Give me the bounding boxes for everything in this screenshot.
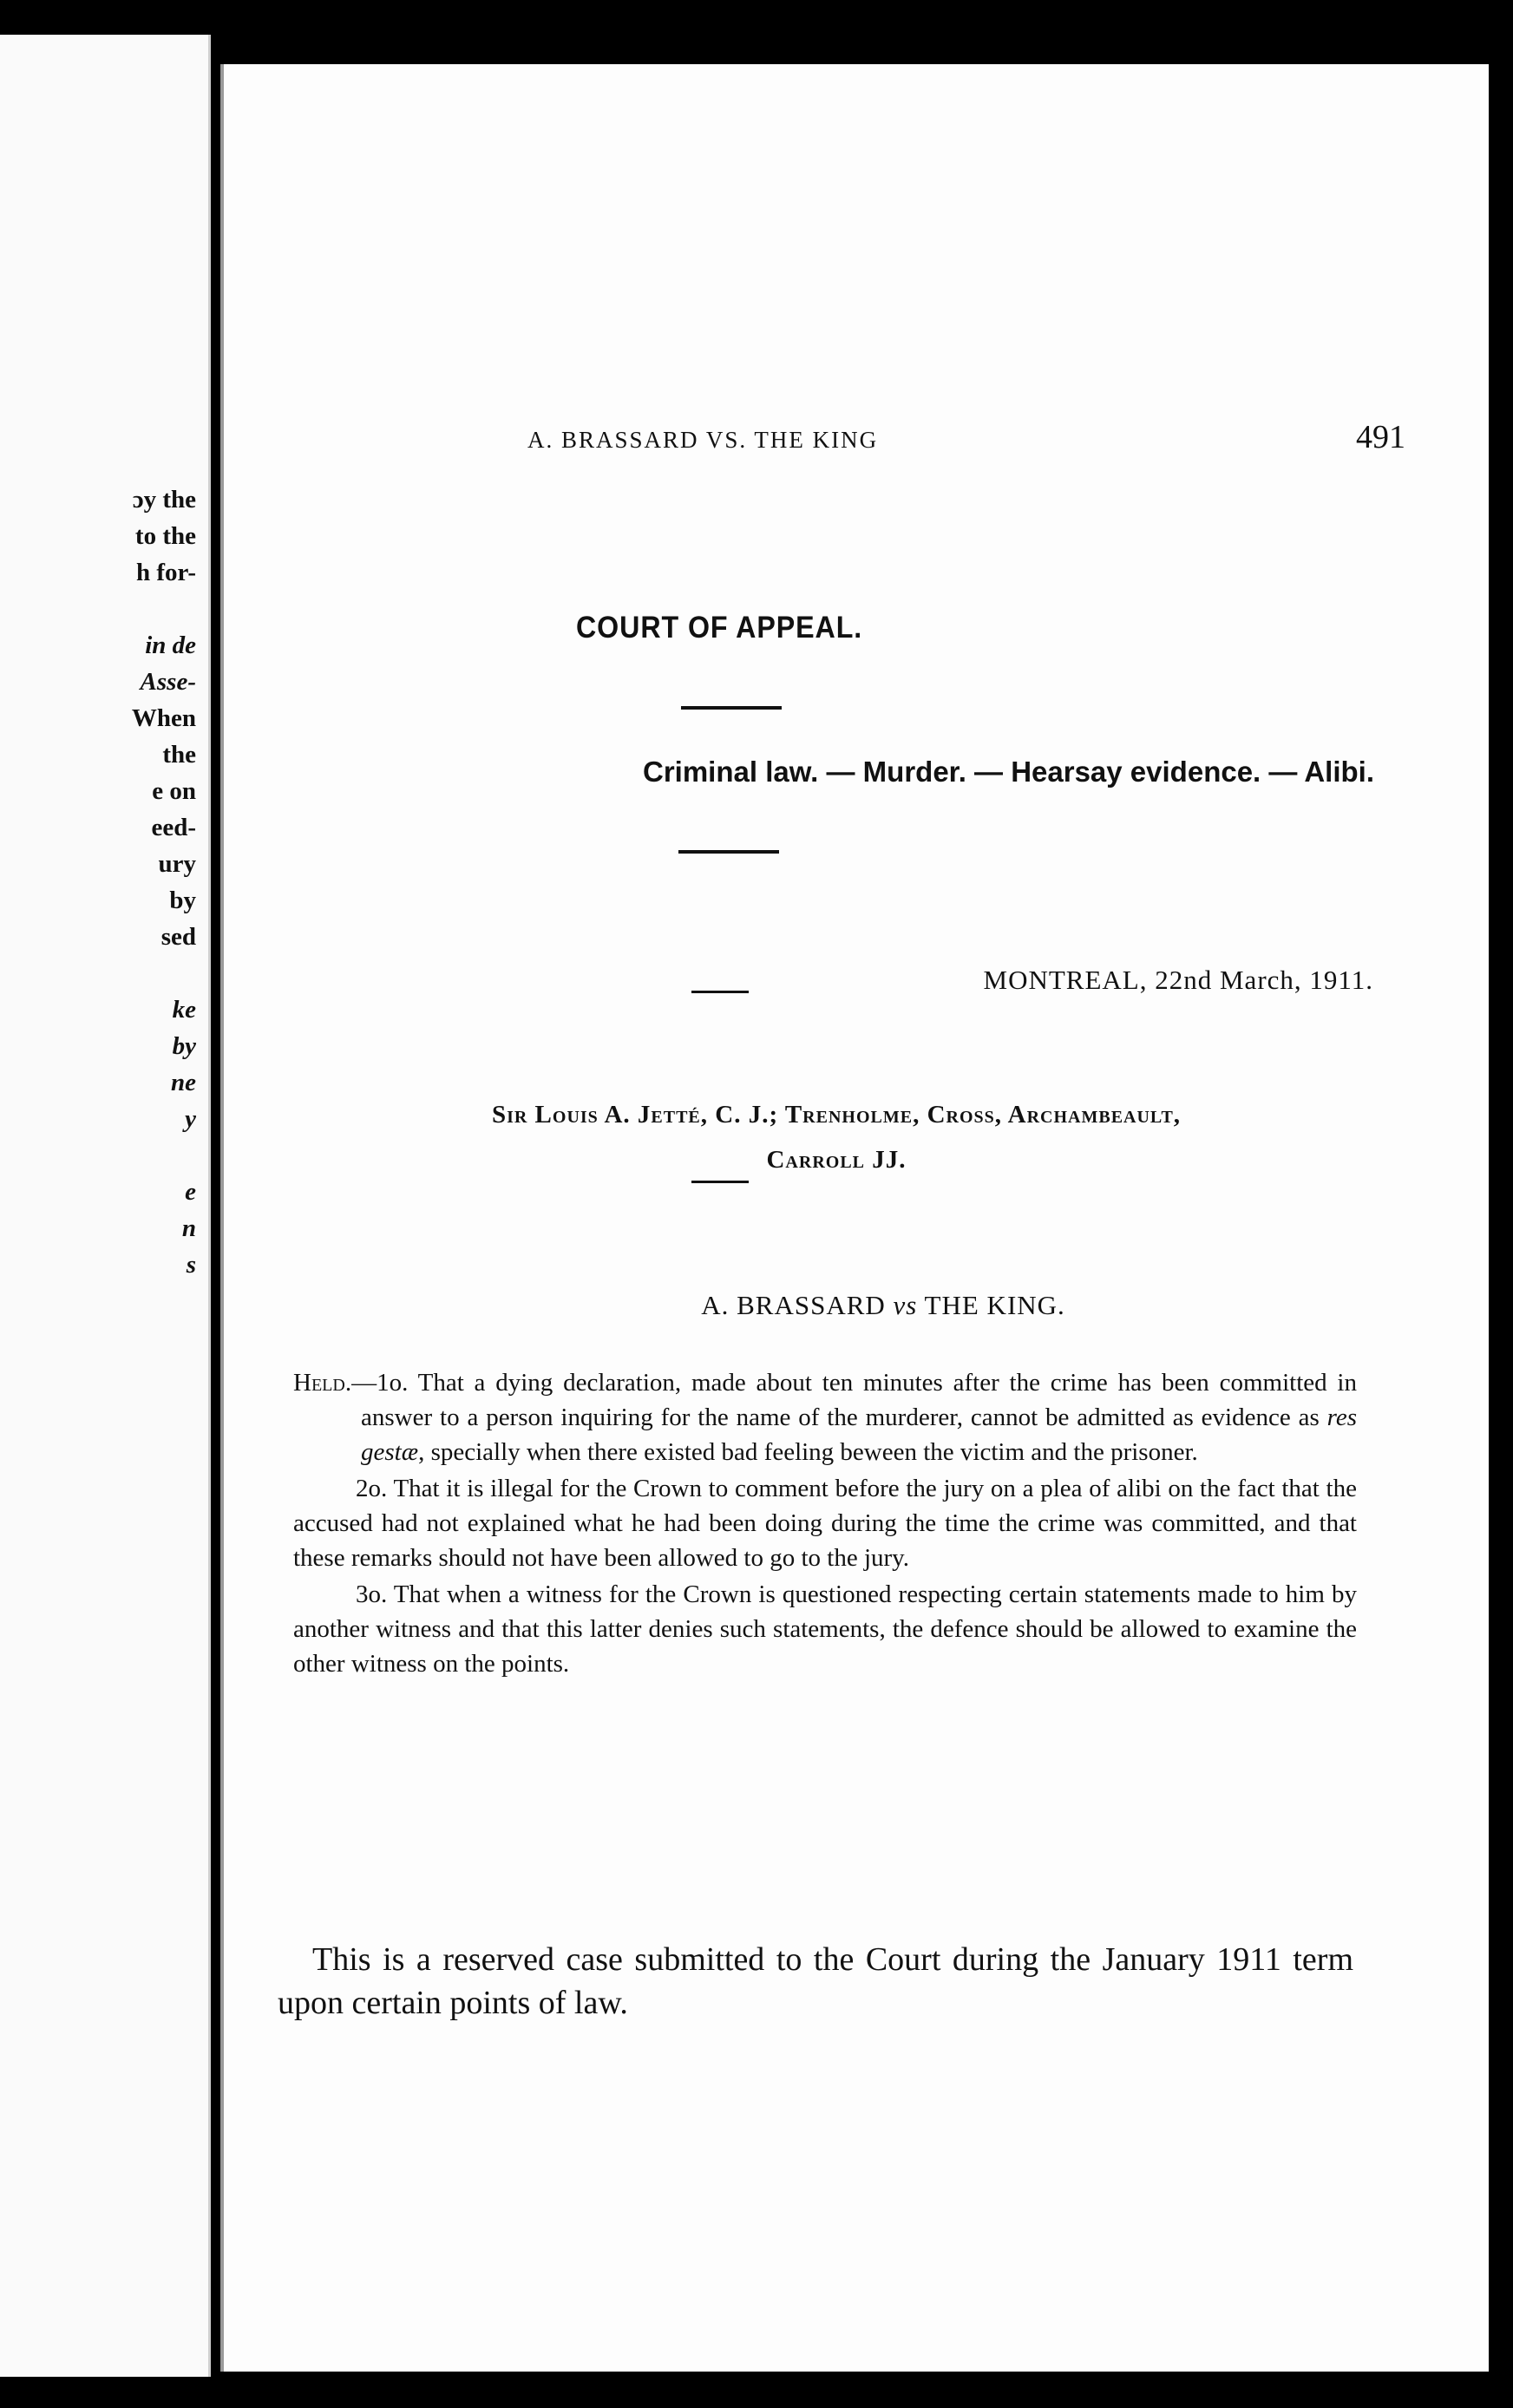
body-paragraph: This is a reserved case submitted to the Court during the January 1911 term upon certain points of law.	[278, 1941, 1353, 2021]
running-head	[527, 418, 1405, 456]
facing-page-fragment: ɔy the	[132, 486, 196, 514]
case-title	[484, 1290, 1282, 1321]
divider-rule	[691, 1181, 749, 1183]
facing-page-fragment: s	[186, 1251, 196, 1279]
facing-page-fragment: the	[162, 741, 196, 769]
book-page	[220, 64, 1489, 2372]
facing-page-fragment: When	[131, 704, 196, 732]
facing-page-fragment: sed	[160, 923, 196, 951]
held-point-1	[293, 1365, 1357, 1469]
facing-page-fragment: ke	[172, 996, 196, 1024]
divider-rule	[691, 991, 749, 993]
party-respondent: THE KING.	[924, 1290, 1065, 1320]
facing-page-fragment: by	[172, 1032, 196, 1060]
facing-page-fragment	[132, 1137, 196, 1174]
judges-line-2: Carroll JJ.	[766, 1146, 907, 1174]
facing-page-fragment: eed-	[151, 814, 196, 841]
facing-page-fragment: e on	[152, 777, 196, 805]
held-headnote	[293, 1365, 1357, 1683]
held-point-2: 2o. That it is illegal for the Crown to comment before the jury on a plea of alibi on the fact that the accused had not explained what he had been doing during the time the crime was committed, and that these remarks should not have been allowed to go to the jury.	[293, 1475, 1357, 1572]
page-number: 491	[1356, 419, 1405, 455]
bench-judges	[298, 1092, 1374, 1182]
versus: vs	[893, 1290, 918, 1320]
facing-page-fragment: ne	[171, 1069, 196, 1096]
facing-page-fragment: n	[181, 1214, 196, 1242]
divider-rule	[678, 850, 779, 854]
body-text	[278, 1938, 1353, 2025]
dateline: MONTREAL, 22nd March, 1911.	[983, 965, 1373, 995]
facing-page-fragment	[132, 591, 196, 627]
subject-headnote: Criminal law. — Murder. — Hearsay evidence. — Alibi.	[643, 756, 1374, 788]
court-heading-text: COURT OF APPEAL.	[576, 611, 863, 645]
held-point-1-latin: res gestæ	[361, 1404, 1357, 1466]
facing-page-fragment: Asse-	[140, 668, 196, 696]
facing-page	[0, 35, 211, 2377]
held-point-1-end: , specially when there existed bad feeling beween the victim and the prisoner.	[418, 1438, 1198, 1466]
held-point-3: 3o. That when a witness for the Crown is questioned respecting certain statements made to him by another witness and that this latter denies such statements, the defence should be allowed to examine the other witness on the points.	[293, 1580, 1357, 1678]
facing-page-fragment: e	[185, 1178, 196, 1206]
facing-page-fragment: h for-	[136, 559, 196, 586]
held-label: Held.	[293, 1369, 352, 1397]
facing-page-fragment: in de	[145, 631, 196, 659]
judges-line-1: Sir Louis A. Jetté, C. J.; Trenholme, Cross, Archambeault,	[491, 1101, 1182, 1129]
facing-page-fragment	[132, 955, 196, 991]
facing-page-fragment: to the	[134, 522, 196, 550]
divider-rule	[681, 706, 782, 710]
running-title: A. BRASSARD VS. THE KING	[527, 427, 879, 453]
facing-page-fragment: y	[185, 1105, 196, 1133]
held-point-1-start: —1o. That a dying declaration, made about ten minutes after the crime has been committed in answer to a person inquiring for the name of the murderer, cannot be admitted as evidence as	[351, 1369, 1357, 1431]
facing-page-text	[132, 481, 196, 1283]
facing-page-fragment: by	[169, 887, 196, 914]
party-appellant: A. BRASSARD	[701, 1290, 886, 1320]
facing-page-fragment: ury	[158, 850, 196, 878]
